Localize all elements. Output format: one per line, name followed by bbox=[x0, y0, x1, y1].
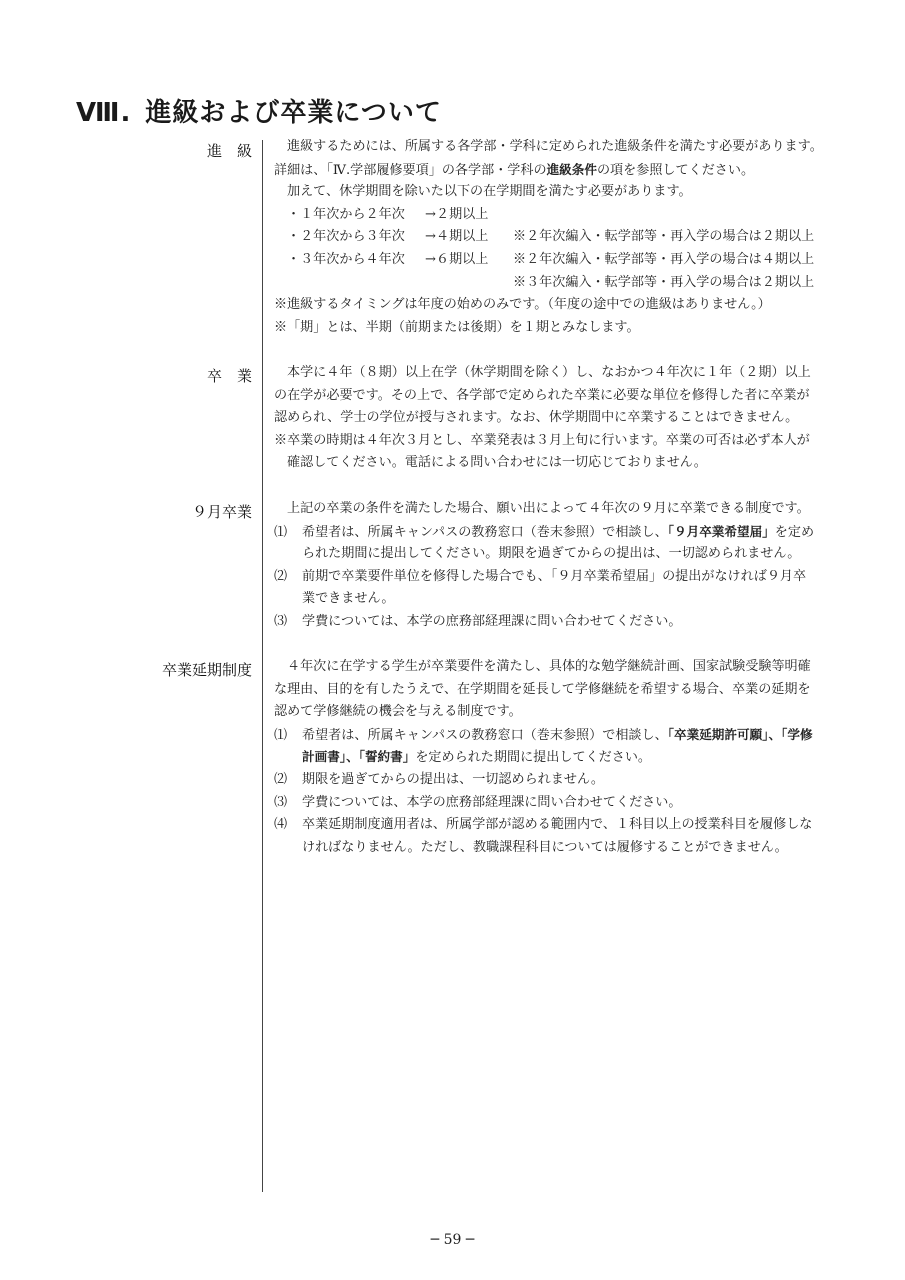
page-title bbox=[76, 92, 442, 129]
vertical-divider bbox=[262, 140, 263, 1192]
section-encho bbox=[274, 656, 854, 859]
numbered-item: ⑵ 期限を過ぎてからの提出は、一切認められません。 bbox=[274, 771, 604, 787]
numbered-item-cont: ければなりません。ただし、教職課程科目については履修することができません。 bbox=[302, 839, 788, 855]
numbered-item-cont: られた期間に提出してください。期限を過ぎてからの提出は、一切認められません。 bbox=[302, 546, 801, 562]
label-kugatsu: ９月卒業 bbox=[191, 503, 252, 521]
numbered-item-cont: 計画書」、「誓約書」を定められた期間に提出してください。 bbox=[302, 749, 652, 766]
emphasis-text: 「９月卒業希望届」 bbox=[667, 523, 775, 539]
note-line: ※進級するタイミングは年度の始めのみです。（年度の途中での進級はありません。） bbox=[274, 297, 771, 313]
numbered-item: ⑴ 希望者は、所属キャンパスの教務窓口（巻末参照）で相談し、「卒業延期許可願」、「学修 bbox=[274, 726, 813, 743]
paragraph-line: 認めて学修継続の機会を与える制度です。 bbox=[274, 704, 522, 720]
numbered-item-cont: 業できません。 bbox=[302, 591, 395, 607]
emphasis-text: 計画書」、「誓約書」 bbox=[302, 749, 416, 765]
paragraph-line: の在学が必要です。その上で、各学部で定められた卒業に必要な単位を修得した者に卒業が bbox=[274, 387, 810, 403]
paragraph-line: 上記の卒業の条件を満たした場合、願い出によって４年次の９月に卒業できる制度です。 bbox=[287, 501, 810, 516]
paragraph-line: 本学に４年（８期）以上在学（休学期間を除く）し、なおかつ４年次に１年（２期）以上 bbox=[287, 365, 811, 380]
bullet-item: ・３年次から４年次 →６期以上 ※２年次編入・転学部等・再入学の場合は４期以上 bbox=[287, 251, 815, 267]
numbered-item: ⑵ 前期で卒業要件単位を修得した場合でも、「９月卒業希望届」の提出がなければ９月卒 bbox=[274, 568, 807, 584]
section-title: 進級および卒業について bbox=[145, 98, 442, 128]
paragraph-line: ４年次に在学する学生が卒業要件を満たし、具体的な勉学継続計画、国家試験受験等明確 bbox=[287, 659, 811, 674]
section-sotsugyo bbox=[274, 362, 854, 475]
bullet-item: ・２年次から３年次 →４期以上 ※２年次編入・転学部等・再入学の場合は２期以上 bbox=[287, 229, 815, 245]
emphasis-text: 進級条件 bbox=[546, 161, 597, 177]
bullet-item: ※３年次編入・転学部等・再入学の場合は２期以上 bbox=[513, 274, 815, 290]
numbered-item: ⑶ 学費については、本学の庶務部経理課に問い合わせてください。 bbox=[274, 794, 682, 810]
section-kugatsu bbox=[274, 498, 854, 634]
note-line: ※「期」とは、半期（前期または後期）を１期とみなします。 bbox=[274, 319, 640, 335]
paragraph-line: な理由、目的を有したうえで、在学期間を延長して学修継続を希望する場合、卒業の延期を bbox=[274, 681, 811, 697]
paragraph-line: 進級するためには、所属する各学部・学科に定められた進級条件を満たす必要があります。 bbox=[287, 139, 823, 154]
numbered-item: ⑶ 学費については、本学の庶務部経理課に問い合わせてください。 bbox=[274, 613, 682, 629]
section-number: Ⅷ. bbox=[76, 98, 132, 128]
note-line: 確認してください。電話による問い合わせには一切応じておりません。 bbox=[287, 455, 707, 471]
numbered-item: ⑴ 希望者は、所属キャンパスの教務窓口（巻末参照）で相談し、「９月卒業希望届」を定め bbox=[274, 523, 815, 540]
label-shinkyu: 進 級 bbox=[206, 142, 252, 160]
section-shinkyu bbox=[274, 136, 854, 339]
note-line: ※卒業の時期は４年次３月とし、卒業発表は３月上旬に行います。卒業の可否は必ず本人が bbox=[274, 432, 810, 448]
numbered-item: ⑷ 卒業延期制度適用者は、所属学部が認める範囲内で、１科目以上の授業科目を履修しな bbox=[274, 817, 813, 833]
emphasis-text: 「卒業延期許可願」、「学修 bbox=[667, 726, 813, 742]
paragraph-line: 認められ、学士の学位が授与されます。なお、休学期間中に卒業することはできません。 bbox=[274, 410, 799, 426]
label-sotsugyo: 卒 業 bbox=[206, 367, 252, 385]
bullet-item: ・１年次から２年次 →２期以上 bbox=[287, 206, 489, 222]
paragraph-line: 詳細は、「Ⅳ.学部履修要項」の各学部・学科の進級条件の項を参照してください。 bbox=[274, 161, 755, 178]
label-encho: 卒業延期制度 bbox=[161, 661, 252, 679]
page-number: ─ 59 ─ bbox=[430, 1232, 475, 1248]
paragraph-line: 加えて、休学期間を除いた以下の在学期間を満たす必要があります。 bbox=[287, 184, 692, 200]
